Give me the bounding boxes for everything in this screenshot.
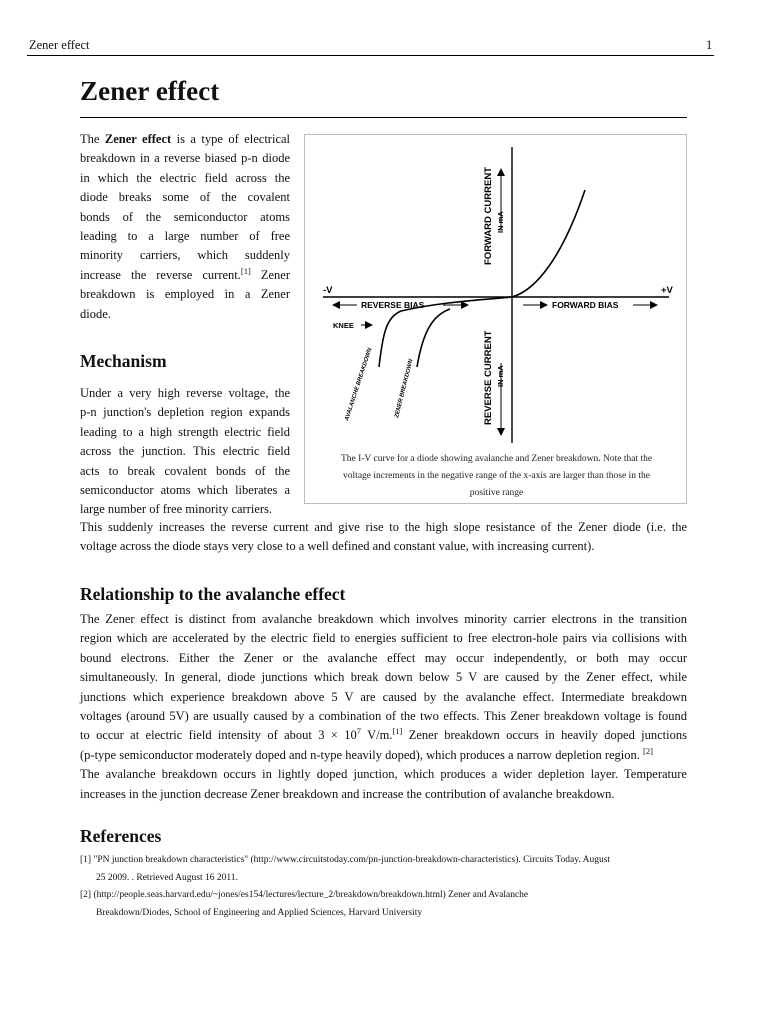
- mechanism-line: leading to a high strength electric field: [80, 424, 290, 439]
- zener-breakdown-label: ZENER BREAKDOWN: [394, 358, 415, 419]
- caption-line: positive range: [469, 488, 524, 498]
- references-heading: References: [80, 826, 162, 846]
- avalanche-heading: Relationship to the avalanche effect: [80, 584, 346, 604]
- intro-line: minority carriers, which suddenly: [80, 248, 290, 263]
- reference-1[interactable]: [1] "PN junction breakdown characteristics" (http://www.circuitstoday.com/pn-junction-breakdown-characteristics). Circuits Today. August: [80, 855, 611, 865]
- citation-link[interactable]: [1]: [392, 726, 403, 737]
- zener-breakdown-curve: [417, 309, 450, 367]
- iv-curve-figure: [304, 134, 687, 504]
- mechanism-paragraph-continued: [80, 518, 687, 557]
- citation-link[interactable]: [1]: [240, 265, 251, 276]
- avalanche-line: region which are accelerated by the electric field to energies sufficient to free electron-hole pairs via collisions with: [80, 631, 687, 646]
- intro-line: [80, 130, 290, 149]
- figure-caption: [317, 451, 676, 502]
- avalanche-breakdown-label: AVALANCHE BREAKDOWN: [344, 347, 374, 422]
- forward-bias-label: FORWARD BIAS: [552, 300, 619, 310]
- forward-curve: [512, 190, 585, 297]
- page-number: 1: [706, 38, 713, 52]
- intro-text: Zener: [250, 267, 290, 282]
- avalanche-line: junctions which experience breakdown above 5 V are caused by the avalanche effect. Intermediate breakdown: [80, 689, 687, 704]
- knee-label: KNEE: [333, 321, 354, 330]
- intro-line: diode.: [80, 306, 111, 321]
- mechanism-line: voltage across the diode stays very close to a well defined and constant value, with increasing current).: [80, 539, 595, 554]
- caption-line: voltage increments in the negative range of the x-axis are larger than those in the: [343, 471, 650, 481]
- forward-current-unit: IN mA: [496, 211, 505, 233]
- forward-current-label: FORWARD CURRENT: [483, 167, 494, 265]
- intro-line: in which the electric field across the: [80, 170, 290, 185]
- avalanche-line: [80, 726, 687, 745]
- avalanche-line: The Zener effect is distinct from avalanche breakdown which involves minority carrier electrons in the transition: [80, 612, 687, 626]
- positive-voltage-label: +V: [661, 285, 673, 296]
- intro-line: breakdown is employed in a Zener: [80, 287, 290, 302]
- avalanche-breakdown-curve: [379, 311, 401, 367]
- intro-line: bonds of the semiconductor atoms: [80, 209, 290, 224]
- avalanche-line: The avalanche breakdown occurs in lightly doped junction, which produces a wider depletion layer. Temperature: [80, 767, 687, 782]
- mechanism-line: across the junction. This electric field: [80, 444, 290, 459]
- intro-paragraph: [80, 130, 290, 324]
- intro-text: The: [80, 132, 105, 146]
- intro-line: diode breaks some of the covalent: [80, 190, 290, 205]
- reference-2[interactable]: [2] (http://people.seas.harvard.edu/~jones/es154/lectures/lecture_2/breakdown/breakdown.html) Zener and Avalanche: [80, 890, 529, 900]
- intro-text: is a type of electrical: [171, 132, 291, 146]
- mechanism-line: This suddenly increases the reverse current and give rise to the high slope resistance of the Zener diode (i.e. the: [80, 520, 687, 534]
- page-title: Zener effect: [80, 76, 220, 106]
- intro-line: leading to a large number of free: [80, 228, 290, 243]
- running-header-title: Zener effect: [29, 38, 90, 52]
- avalanche-line: simultaneously. In general, diode junctions which break down below 5 V are caused by the Zener effect, while: [80, 670, 687, 685]
- avalanche-line: [80, 746, 687, 765]
- intro-line: [80, 266, 290, 285]
- citation-link[interactable]: [2]: [643, 745, 653, 756]
- intro-line: breakdown in a reverse biased p-n diode: [80, 151, 290, 166]
- mechanism-paragraph: [80, 384, 290, 520]
- mechanism-line: large number of free minority carriers.: [80, 502, 273, 517]
- mechanism-line: Under a very high reverse voltage, the: [80, 386, 290, 400]
- reference-2-continued: Breakdown/Diodes, School of Engineering and Applied Sciences, Harvard University: [96, 907, 423, 918]
- avalanche-line: voltages (around 5V) are usually caused by a combination of the two effects. This Zener breakdown voltage is found: [80, 708, 687, 723]
- mechanism-heading: Mechanism: [80, 351, 167, 371]
- avalanche-line: bound electrons. Either the Zener or the avalanche effect may occur independently, or both may occur: [80, 650, 687, 665]
- exponent: 7: [356, 726, 361, 737]
- reverse-current-unit: IN mA: [496, 365, 505, 387]
- reverse-current-label: REVERSE CURRENT: [483, 330, 494, 425]
- references-list: [80, 852, 687, 922]
- reverse-bias-label: REVERSE BIAS: [361, 300, 425, 310]
- intro-text: increase the reverse current.: [80, 267, 241, 282]
- header-rule: [27, 55, 714, 56]
- avalanche-text: to occur at electric field intensity of about 3 × 10: [80, 728, 357, 743]
- mechanism-line: semiconductor atoms which liberates a: [80, 482, 290, 497]
- avalanche-text: Zener breakdown occurs in heavily doped junctions: [402, 728, 687, 743]
- avalanche-line: increases in the junction decrease Zener breakdown and increase the contribution of avalanche breakdown.: [80, 786, 615, 801]
- iv-curve-diagram: [305, 135, 688, 445]
- avalanche-text: V/m.: [360, 728, 393, 743]
- caption-line: The I-V curve for a diode showing avalanche and Zener breakdown. Note that the: [340, 454, 653, 464]
- mechanism-line: p-n junction's depletion region expands: [80, 405, 290, 420]
- avalanche-text: (p-type semiconductor moderately doped and n-type heavily doped), which produces a narrow depletion region.: [80, 747, 644, 762]
- avalanche-paragraph: [80, 610, 687, 804]
- mechanism-line: acts to break covalent bonds of the: [80, 463, 290, 478]
- intro-bold-term: Zener effect: [104, 132, 172, 146]
- negative-voltage-label: -V: [323, 285, 333, 296]
- title-rule: [80, 117, 687, 118]
- reference-1-continued: 25 2009. . Retrieved August 16 2011.: [96, 872, 238, 883]
